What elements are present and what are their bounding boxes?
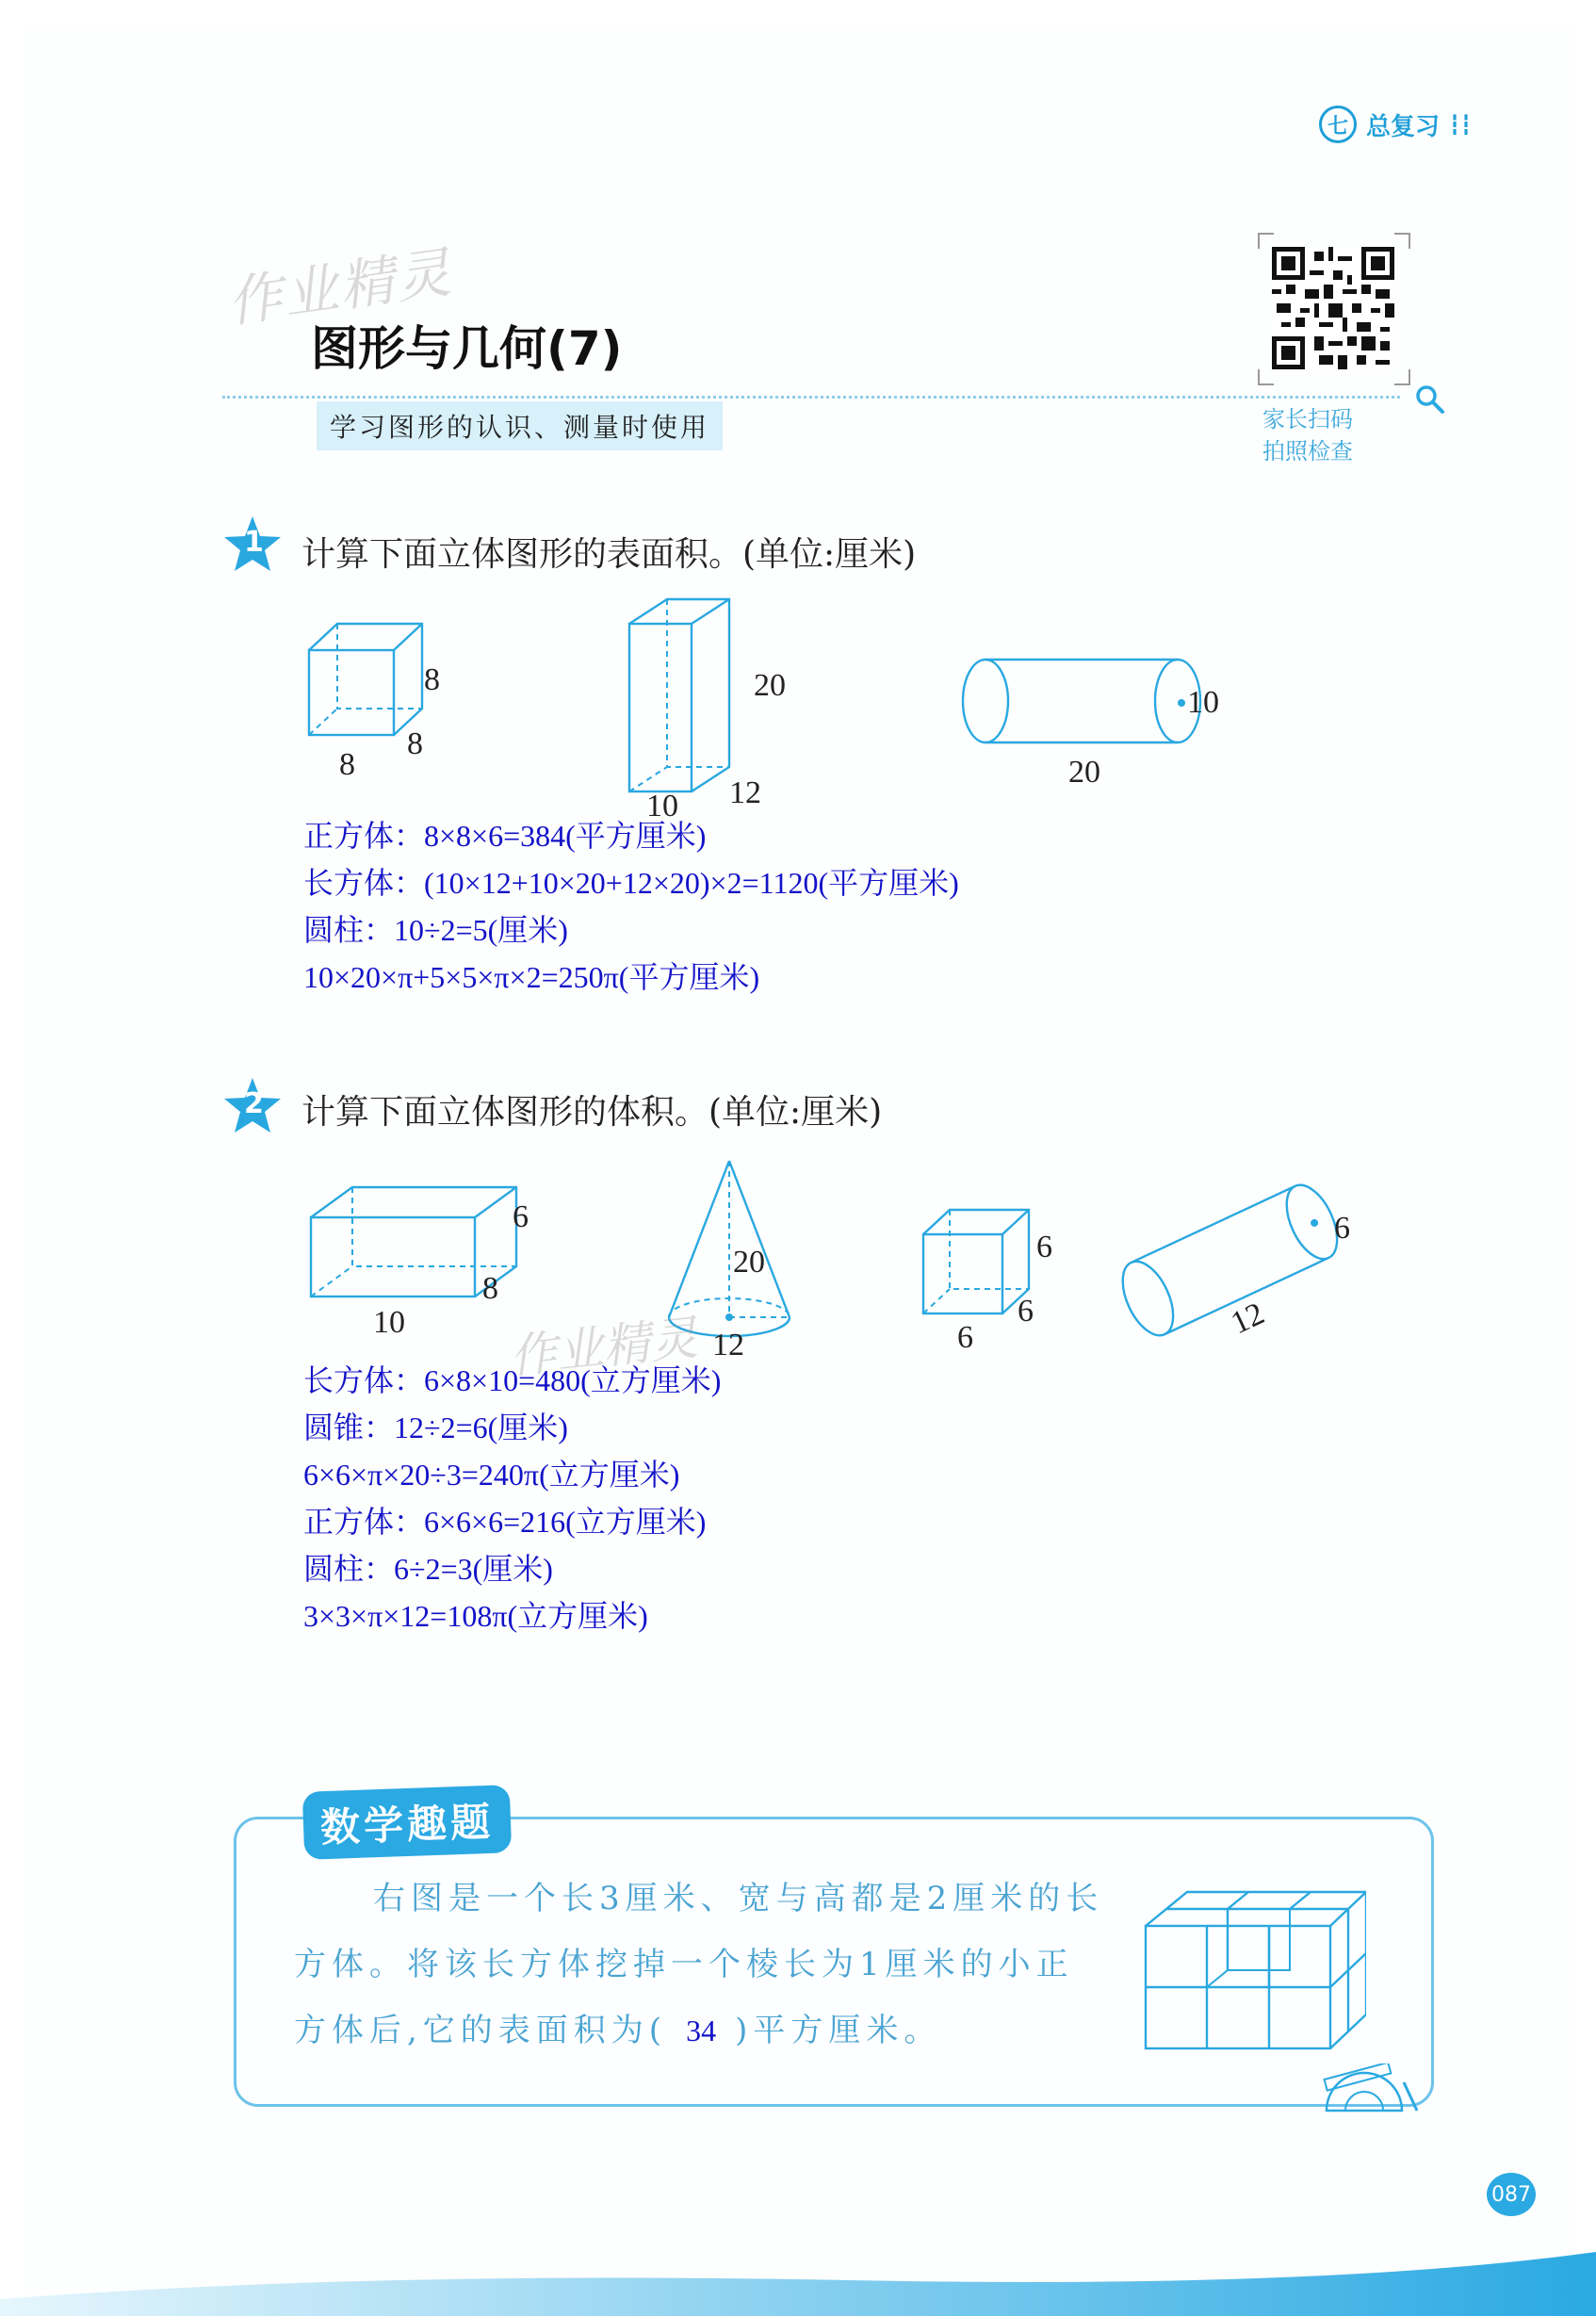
ruler-protractor-icon: [1319, 2063, 1423, 2116]
cylinder-figure: [963, 660, 1200, 742]
chapter-badge: [1319, 106, 1472, 143]
fun-math-text: [294, 1866, 1123, 2063]
question-2-answers: [303, 1357, 721, 1639]
cube-height-label: 8: [424, 662, 440, 697]
answer-line: 圆锥：12÷2=6(厘米): [303, 1411, 568, 1444]
chapter-label: 总复习: [1366, 112, 1441, 141]
fun-answer: 34: [686, 2014, 717, 2047]
cylinder-length-label: 20: [1068, 755, 1100, 790]
qr-caption-line2: 拍照检查: [1262, 438, 1353, 465]
fun-line-3: [294, 1998, 1123, 2063]
watermark: 作业精灵: [506, 1310, 700, 1385]
tilted-cylinder-diameter-label: 6: [1334, 1211, 1350, 1246]
question-1-answers: [303, 812, 959, 1001]
lesson-subtitle: 学习图形的认识、测量时使用: [317, 401, 723, 450]
tilted-cylinder-length-label: 12: [1226, 1296, 1270, 1342]
question-2-number: 2: [244, 1087, 264, 1120]
cube-figure: [309, 624, 422, 735]
cuboid-length-label: 10: [646, 789, 678, 820]
question-2-figures: [283, 1150, 1413, 1366]
fun-math-title: 数学趣题: [302, 1785, 512, 1860]
bars-icon: ┇┇: [1449, 113, 1473, 136]
qr-code[interactable]: [1272, 247, 1394, 369]
answer-line: 圆柱：10÷2=5(厘米): [303, 913, 568, 947]
box-length-label: 10: [373, 1305, 405, 1340]
watermark: 作业精灵: [223, 239, 457, 335]
cube-width-label: 8: [339, 747, 355, 782]
cuboid-width-label: 12: [729, 775, 761, 810]
magnifier-icon: [1413, 383, 1447, 416]
lesson-title: 图形与几何(7): [311, 321, 623, 376]
answer-line: 正方体：6×6×6=216(立方厘米): [303, 1505, 707, 1539]
answer-line: 10×20×π+5×5×π×2=250π(平方厘米): [303, 960, 760, 994]
cone-diameter-label: 12: [712, 1328, 744, 1362]
question-1-prompt: 计算下面立体图形的表面积。(单位:厘米): [301, 535, 917, 574]
answer-line: 正方体：8×8×6=384(平方厘米): [303, 819, 707, 853]
cube-edge-label-a: 6: [1036, 1230, 1052, 1264]
page-number: 087: [1487, 2173, 1536, 2216]
question-1-number: 1: [244, 526, 264, 559]
answer-line: 长方体：(10×12+10×20+12×20)×2=1120(平方厘米): [303, 866, 959, 900]
small-cube-figure: [923, 1210, 1029, 1313]
divider: [222, 396, 1400, 399]
qr-caption-line1: 家长扫码: [1262, 406, 1353, 432]
cube-depth-label: 8: [407, 726, 423, 761]
answer-line: 长方体：6×8×10=480(立方厘米): [303, 1363, 722, 1397]
fun-line-1: 右图是一个长3厘米、宽与高都是2厘米的长: [373, 1880, 1104, 1917]
cube-edge-label-b: 6: [1018, 1294, 1034, 1329]
question-1-figures: [283, 584, 1281, 820]
box-width-label: 8: [482, 1271, 498, 1306]
answer-line: 6×6×π×20÷3=240π(立方厘米): [303, 1458, 680, 1492]
answer-line: 3×3×π×12=108π(立方厘米): [303, 1599, 648, 1633]
chapter-number: 七: [1319, 106, 1357, 143]
cuboid-figure: [629, 599, 729, 791]
answer-line: 圆柱：6÷2=3(厘米): [303, 1552, 553, 1586]
fun-line-2: 方体。将该长方体挖掉一个棱长为1厘米的小正: [294, 1946, 1074, 1983]
fun-line-3-pre: 方体后,它的表面积为(: [294, 2012, 668, 2049]
cone-height-label: 20: [733, 1245, 765, 1280]
carved-cuboid-figure: [1140, 1875, 1366, 2063]
bottom-wave: [0, 2243, 1596, 2316]
box-height-label: 6: [513, 1199, 529, 1234]
fun-line-3-post: )平方厘米。: [735, 2012, 942, 2049]
qr-caption: [1262, 403, 1404, 467]
cuboid-height-label: 20: [754, 668, 786, 703]
cylinder-diameter-label: 10: [1187, 685, 1219, 720]
cube-edge-label-c: 6: [957, 1320, 973, 1355]
question-2-prompt: 计算下面立体图形的体积。(单位:厘米): [301, 1093, 883, 1132]
